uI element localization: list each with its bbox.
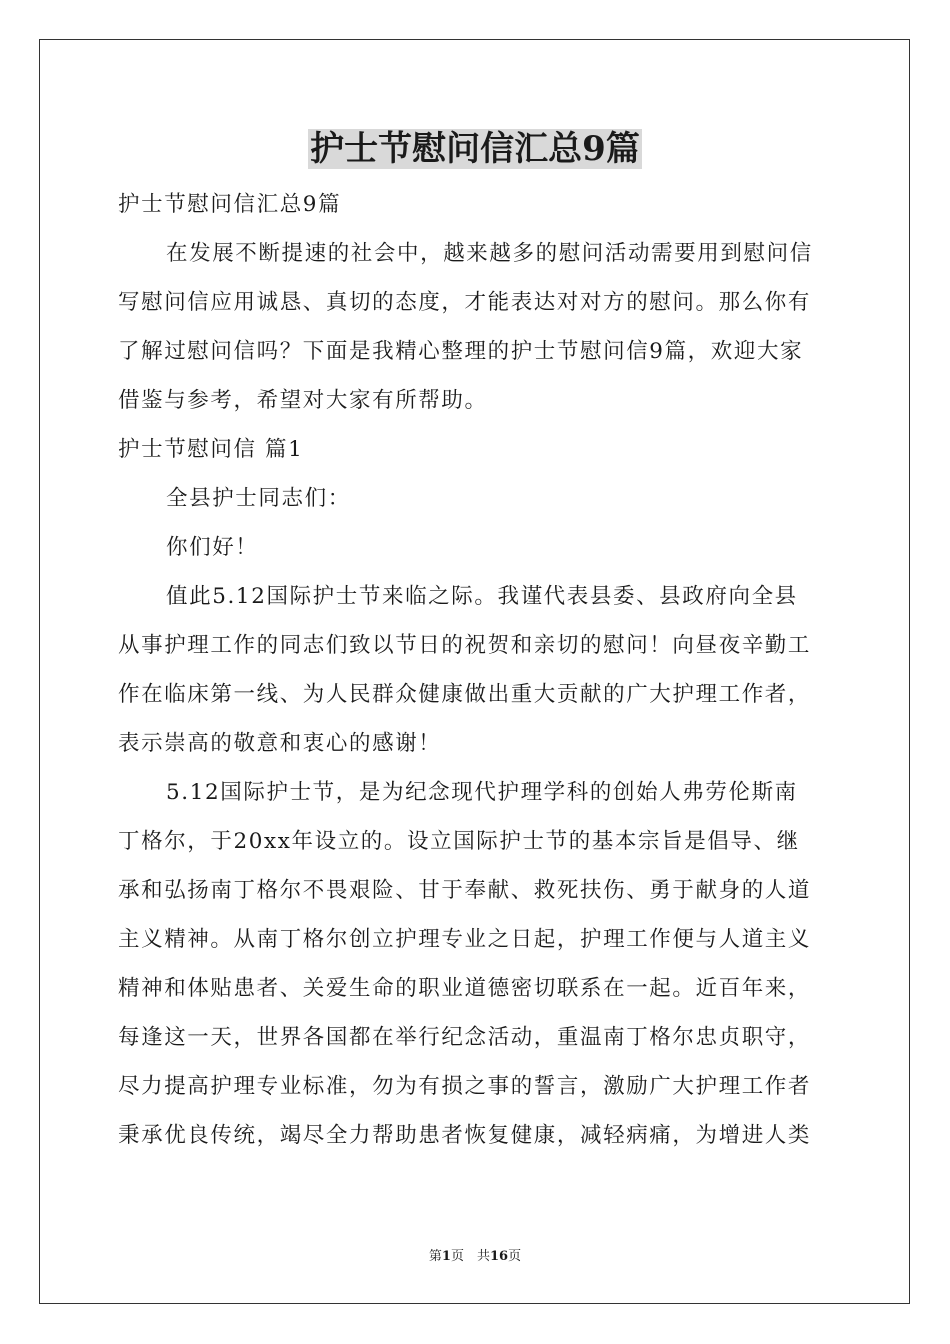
text-line: 丁格尔，于20xx年设立的。设立国际护士节的基本宗旨是倡导、继 <box>118 829 800 854</box>
footer-page-suffix: 页 <box>508 1249 522 1264</box>
footer-page-current: 1 <box>441 1249 451 1264</box>
document-title-text: 护士节慰问信汇总9篇 <box>310 129 640 169</box>
text-line: 承和弘扬南丁格尔不畏艰险、甘于奉献、救死扶伤、勇于献身的人道 <box>118 878 812 903</box>
text-line: 在发展不断提速的社会中，越来越多的慰问活动需要用到慰问信 <box>166 241 813 266</box>
document-body <box>118 180 834 1160</box>
text-line: 了解过慰问信吗？下面是我精心整理的护士节慰问信9篇，欢迎大家 <box>118 339 804 364</box>
text-line: 护士节慰问信汇总9篇 <box>118 192 342 217</box>
text-line: 写慰问信应用诚恳、真切的态度，才能表达对对方的慰问。那么你有 <box>118 290 812 315</box>
text-line: 表示崇高的敬意和衷心的感谢！ <box>118 731 442 756</box>
text-line: 每逢这一天，世界各国都在举行纪念活动，重温南丁格尔忠贞职守， <box>118 1025 812 1050</box>
text-line: 从事护理工作的同志们致以节日的祝贺和亲切的慰问！向昼夜辛勤工 <box>118 633 812 658</box>
text-line: 主义精神。从南丁格尔创立护理专业之日起，护理工作便与人道主义 <box>118 927 812 952</box>
footer-page-mid: 页 共 <box>450 1249 490 1264</box>
text-line: 精神和体贴患者、关爱生命的职业道德密切联系在一起。近百年来， <box>118 976 812 1001</box>
text-line: 秉承优良传统，竭尽全力帮助患者恢复健康，减轻病痛，为增进人类 <box>118 1123 812 1148</box>
document-title <box>0 127 950 171</box>
footer-page-total: 16 <box>489 1249 509 1264</box>
text-line: 全县护士同志们： <box>166 486 351 511</box>
page-footer <box>0 1248 950 1266</box>
text-line: 5.12国际护士节，是为纪念现代护理学科的创始人弗劳伦斯南 <box>166 780 798 805</box>
text-line: 借鉴与参考，希望对大家有所帮助。 <box>118 388 488 413</box>
text-line: 护士节慰问信 篇1 <box>118 437 304 462</box>
text-line: 值此5.12国际护士节来临之际。我谨代表县委、县政府向全县 <box>166 584 798 609</box>
text-line: 尽力提高护理专业标准，勿为有损之事的誓言，激励广大护理工作者 <box>118 1074 812 1099</box>
text-line: 作在临床第一线、为人民群众健康做出重大贡献的广大护理工作者， <box>118 682 812 707</box>
text-line: 你们好！ <box>166 535 259 560</box>
footer-page-prefix: 第 <box>428 1249 442 1264</box>
